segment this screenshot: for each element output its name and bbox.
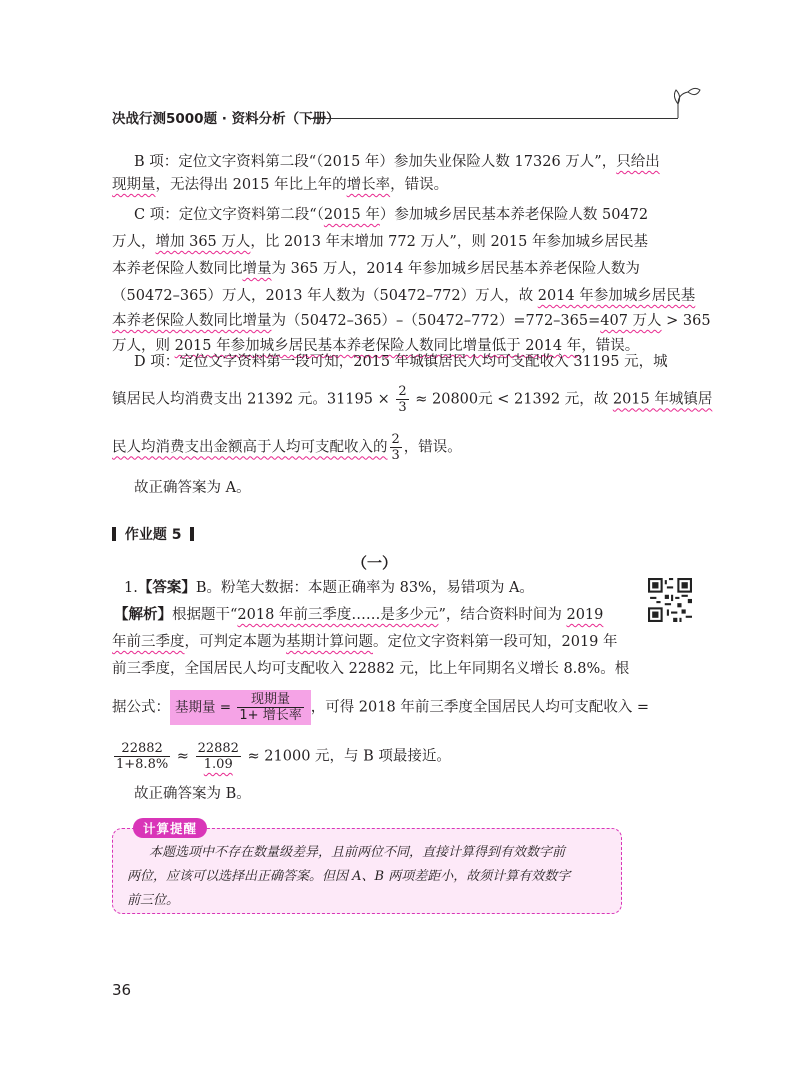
answer-number: 1. — [124, 580, 138, 596]
fraction-two-thirds — [396, 384, 408, 415]
fraction-denominator: 3 — [398, 400, 407, 415]
section-title: 作业题 5 — [124, 527, 182, 543]
option-c-text: ，比 2013 年末增加 772 万人”，则 2015 年参加城乡居民基 — [250, 234, 648, 250]
analysis-label: 【解析】 — [114, 606, 172, 623]
sprout-icon — [674, 84, 702, 118]
calc-fraction-2 — [196, 741, 241, 772]
page-number: 36 — [112, 981, 132, 999]
analysis-underline: 年前三季度 — [112, 634, 185, 650]
qr-code-icon — [648, 578, 692, 622]
option-b-text: B 项：定位文字资料第二段“（2015 年）参加失业保险人数 17326 万人”， — [134, 154, 617, 170]
calculation-tip-box — [112, 821, 622, 914]
tip-text: 本题选项中不存在数量级差异，且前两位不同，直接计算得到有效数字前 — [149, 845, 566, 860]
analysis-text: ，可判定本题为 — [184, 634, 286, 650]
formula-numerator: 现期量 — [237, 692, 303, 708]
option-c-underline: 增量 — [242, 261, 272, 277]
tip-label: 计算提醒 — [133, 818, 207, 838]
option-b-underline: 增长率 — [346, 177, 391, 193]
conclusion-text: 故正确答案为 B。 — [134, 786, 251, 802]
formula-left: 基期量 = — [175, 699, 236, 716]
analysis-underline: 2019 — [566, 607, 604, 623]
fraction-numerator: 2 — [391, 432, 400, 447]
analysis-underline: 基期计算问题 — [286, 634, 373, 650]
calc-denominator-1: 1+8.8% — [116, 757, 169, 772]
analysis-text: 据公式： — [112, 699, 170, 716]
option-c-underline: 2015 年参加城乡居民基本养老保险人数同比增量低于 2014 年 — [174, 338, 582, 354]
option-c-text: 为 365 万人，2014 年参加城乡居民基本养老保险人数为 — [271, 261, 640, 277]
tip-text: 两位，应该可以选择出正确答案。但因 A、B 两项差距小，故须计算有效数字 — [127, 869, 571, 884]
option-d-underline: 民人均消费支出金额高于人均可支配收入的 — [112, 439, 388, 456]
option-b-text: ，错误。 — [390, 177, 449, 193]
analysis-text: 根据题干“ — [172, 607, 238, 623]
option-c-text: 为（50472–365）–（50472–772）=772–365= — [271, 313, 601, 329]
option-c-text: ）参加城乡居民基本养老保险人数 50472 — [379, 207, 649, 223]
analysis-text: 。定位文字资料第一段可知，2019 年 — [373, 634, 618, 650]
answer-label: 【答案】 — [137, 579, 196, 596]
option-c-text: C 项：定位文字资料第二段“（ — [134, 207, 324, 223]
option-c-text: 万人， — [112, 234, 156, 250]
calc-denominator-2: 1.09 — [203, 757, 233, 772]
formula-highlight — [170, 690, 311, 725]
calc-numerator-1: 22882 — [114, 741, 170, 757]
analysis-text: 前三季度，全国居民人均可支配收入 22882 元，比上年同期名义增长 8.8%。根 — [112, 661, 630, 677]
header-title: 决战行测5000题 · 资料分析（下册） — [112, 111, 340, 127]
option-c-underline: 407 万人 — [600, 313, 662, 329]
option-c-underline: 2015 年 — [323, 207, 380, 223]
subsection-heading: （一） — [352, 554, 398, 572]
heading-bar-right — [190, 527, 194, 541]
fraction-two-thirds — [390, 432, 402, 463]
formula-denominator: 1+ 增长率 — [239, 708, 302, 723]
option-b-text: ，无法得出 2015 年比上年的 — [155, 177, 347, 193]
analysis-text: ”，结合资料时间为 — [438, 607, 567, 623]
option-c-underline: 2014 年参加城乡居民基 — [537, 288, 696, 304]
header-rule — [308, 118, 678, 119]
calc-result: ≈ 21000 元，与 B 项最接近。 — [242, 748, 451, 765]
option-c-underline: 增加 365 万人 — [155, 234, 251, 250]
option-c-text: 本养老保险人数同比 — [112, 261, 243, 277]
tip-text: 前三位。 — [127, 893, 180, 908]
calc-approx: ≈ — [172, 748, 194, 765]
heading-bar-left — [112, 527, 116, 541]
fraction-numerator: 2 — [398, 384, 407, 399]
option-c-text: 万人，则 — [112, 338, 175, 354]
option-d-text: 镇居民人均消费支出 21392 元。31195 × — [112, 391, 395, 408]
option-b-underline: 只给出 — [616, 154, 660, 170]
option-b-underline: 现期量 — [112, 177, 156, 193]
option-c-underline: 本养老保险人数同比增量 — [112, 313, 272, 329]
fraction-denominator: 3 — [391, 448, 400, 463]
answer-text: B。粉笔大数据：本题正确率为 83%，易错项为 A。 — [195, 580, 534, 596]
formula-fraction — [237, 692, 303, 723]
option-d-text: D 项：定位文字资料第一段可知，2015 年城镇居民人均可支配收入 31195 元，城 — [134, 354, 668, 370]
option-c-text: > 365 — [661, 313, 711, 329]
section-heading — [112, 524, 194, 544]
option-c-text: ，错误。 — [581, 338, 640, 354]
option-d-underline: 2015 年城镇居 — [612, 391, 713, 408]
option-c-text: （50472–365）万人，2013 年人数为（50472–772）万人，故 — [112, 288, 538, 304]
analysis-underline: 2018 年前三季度……是多少元 — [237, 607, 439, 623]
calc-numerator-2: 22882 — [197, 741, 239, 756]
analysis-text: ，可得 2018 年前三季度全国居民人均可支配收入 = — [310, 699, 650, 716]
option-d-text: ≈ 20800元 < 21392 元，故 — [410, 391, 613, 408]
conclusion-text: 故正确答案为 A。 — [134, 480, 251, 496]
page-header — [112, 104, 692, 134]
option-d-text: ，错误。 — [403, 439, 462, 456]
calc-fraction-1 — [114, 741, 170, 772]
